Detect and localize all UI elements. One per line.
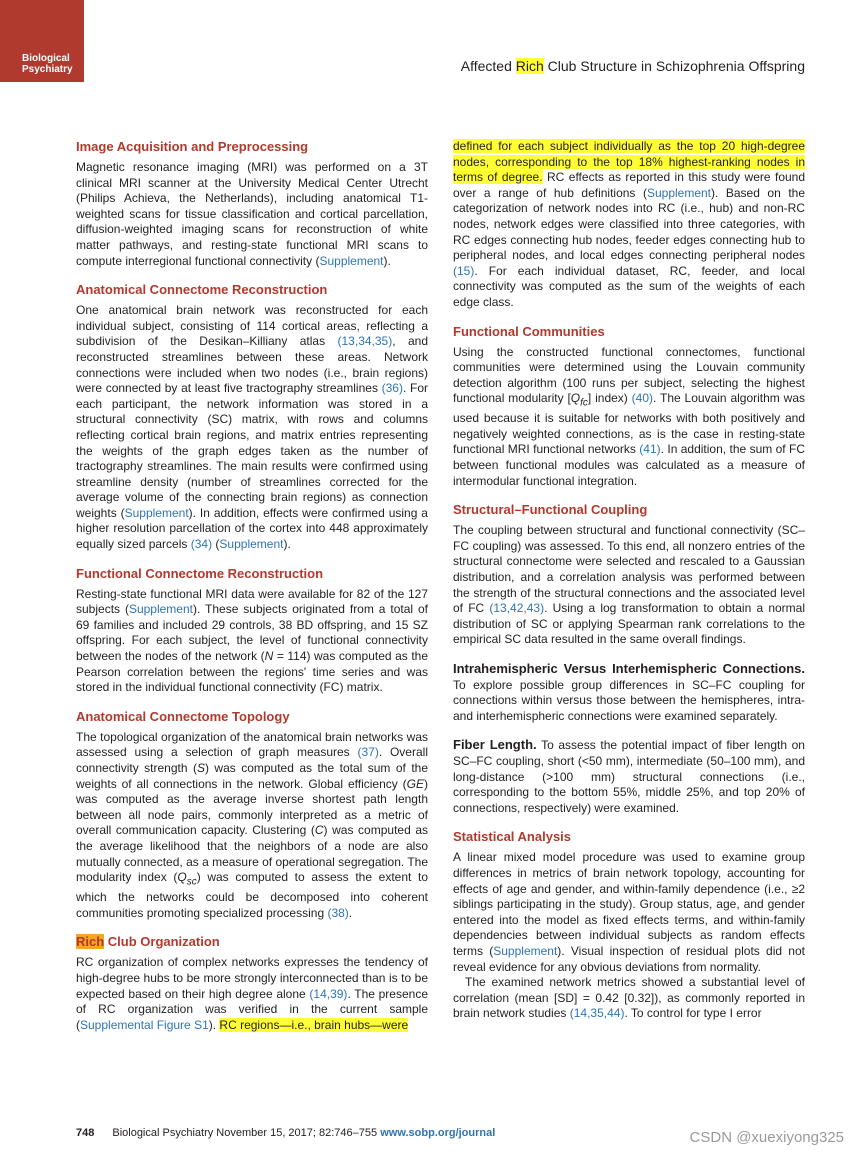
section-heading: Image Acquisition and Preprocessing (76, 139, 309, 154)
citation-link[interactable]: (41) (639, 442, 661, 457)
paragraph: Fiber Length. To assess the potential impact of fiber length on SC–FC coupling, short (<50 mm), intermediate (50–100 mm), and long-distance (>100 mm) structural connections (i.e., corresponding to the bottom 55%, middle 25%, and top 20% of connections, respectively) were examined. (453, 737, 805, 815)
citation-link[interactable]: (37) (357, 745, 379, 760)
citation-link[interactable]: (13,42,43) (489, 601, 545, 616)
journal-logo-line1: Biological (22, 53, 70, 64)
paragraph: defined for each subject individually as the top 20 high-degree nodes, corresponding to the top 18% highest-ranking nodes in terms of degree. RC effects as reported in this study were found over a range of hub definitions (Supplement). Based on the categorization of network nodes into RC (i.e., hub) and non-RC nodes, network edges were classified into three categories, with RC edges connecting hub nodes, feeder edges connecting hub to peripheral nodes, and local edges connecting peripheral nodes (15). For each individual dataset, RC, feeder, and local connectivity was computed as the sum of the weights of each edge class. (453, 139, 806, 309)
citation-link[interactable]: Supplement (493, 943, 558, 958)
section-heading: Anatomical Connectome Topology (76, 708, 290, 724)
citation-link[interactable]: (14,35,44) (569, 1006, 625, 1021)
highlight: Rich (515, 58, 544, 74)
highlight: Rich (76, 934, 105, 950)
page-footer (76, 1127, 495, 1139)
section-heading: Functional Communities (453, 323, 605, 339)
citation-link[interactable]: (13,34,35) (337, 334, 393, 349)
citation-link[interactable]: (36) (381, 381, 403, 396)
paragraph: A linear mixed model procedure was used to examine group differences in metrics of brain network topology, accounting for effects of age and gender, and within-family dependence (i.e., ≥2 siblings participating in the study). Group status, age, and gender entered into the model as fixed effects terms, and within-family dependencies between individual subjects as random effects terms (Supplement). Visual inspection of residual plots did not reveal evidence for any obvious deviations from normality. (453, 850, 805, 974)
paragraph: One anatomical brain network was reconstructed for each individual subject, consisting of 114 cortical areas, reflecting a subdivision of the Desikan–Killiany atlas (13,34,35), and reconstructed streamlines between these areas. Network connections were included when two nodes (i.e., brain regions) were connected by at least five tractography streamlines (36). For each participant, the network information was stored in a structural connectivity (SC) matrix, with rows and columns reflecting cortical brain regions, and matrix entries representing the weights of the graph edges taken as the number of tractography streamlines. The main results were confirmed using streamline density (number of streamlines corrected for the average volume of the connecting brain regions) as connection weights (Supplement). In addition, effects were confirmed using a higher resolution parcellation of the cortex into 448 approximately equally sized parcels (34) (Supplement). (76, 303, 428, 552)
section-heading: Structural–Functional Coupling (453, 502, 648, 518)
citation-link[interactable]: Supplement (128, 602, 193, 617)
citation-link[interactable]: (14,39) (309, 986, 348, 1001)
citation-link[interactable]: (40) (631, 391, 654, 406)
journal-logo-line2: Psychiatry (22, 64, 73, 75)
citation-link[interactable]: Supplement (219, 537, 284, 552)
paragraph: The examined network metrics showed a substantial level of correlation (mean [SD] = 0.42 [0.32]), as commonly reported in brain network studies (14,35,44). To control for type I error (453, 975, 805, 1021)
running-title: Affected Rich Club Structure in Schizophrenia Offspring (460, 58, 805, 74)
section-heading: Rich Club Organization (76, 934, 220, 950)
highlight: RC regions—i.e., brain hubs—were (219, 1017, 409, 1032)
page-number: 748 (76, 1127, 95, 1139)
watermark: CSDN @xuexiyong325 (689, 1129, 844, 1146)
citation-link[interactable]: Supplement (646, 185, 712, 200)
paragraph: Resting-state functional MRI data were available for 82 of the 127 subjects (Supplement). These subjects originated from a total of 69 families and included 29 controls, 38 BD offspring, and 15 SZ offspring. For each subject, the level of functional connectivity between the nodes of the network (N = 114) was computed as the Pearson correlation between the regions' time series and was stored in the individual functional connectivity (FC) matrix. (76, 586, 428, 695)
citation-link[interactable]: Supplement (319, 253, 384, 268)
citation-link[interactable]: (15) (453, 263, 475, 278)
subsection-heading: Fiber Length. (453, 737, 537, 753)
paragraph: The topological organization of the anatomical brain networks was assessed using a selection of graph measures (37). Overall connectivity strength (S) was computed as the total sum of the weights of all connections in the network. Global efficiency (GE) was computed as the average inverse shortest path length between all node pairs, commonly interpreted as a metric of overall communication capacity. Clustering (C) was computed as the average likelihood that the neighbors of a node are also mutually connected, as a measure of operational segregation. The modularity index $(Q_{sc})$ was computed to assess the extent to which the networks could be decomposed into coherent communities promoting specialized processing (38). (76, 729, 429, 920)
citation-link[interactable]: Supplement (124, 505, 189, 520)
paragraph: Using the constructed functional connectomes, functional communities were determined using the Louvain community detection algorithm (100 runs per subject, selecting the highest functional modularity $[Q_{fc}]$ index) (40). The Louvain algorithm was used because it is suitable for networks with both positively and negatively weighted connections, as is the case in resting-state functional MRI functional networks (41). In addition, the sum of FC between functional modules was calculated as a measure of intermodular functional integration. (453, 344, 806, 488)
right-column (453, 139, 805, 1022)
left-column (76, 139, 428, 1033)
subsection-heading: Intrahemispheric Versus Interhemispheric Connections. (453, 661, 805, 677)
paragraph: Intrahemispheric Versus Interhemispheric Connections. To explore possible group differences in SC–FC coupling for connections within versus those between the hemispheres, intra- and interhemispheric connections were examined separately. (453, 661, 805, 723)
paragraph: The coupling between structural and functional connectivity (SC–FC coupling) was assessed. To this end, all nonzero entries of the structural connectome were selected and rescaled to a Gaussian distribution, and a correlation analysis was performed between the strength of the structural connections and the associated level of FC (13,42,43). Using a log transformation to obtain a normal distribution of SC or applying Spearman rank correlations to the empirical SC data resulted in the same overall findings. (453, 523, 805, 647)
journal-logo (0, 0, 84, 82)
paragraph: RC organization of complex networks expresses the tendency of high-degree hubs to be more strongly interconnected than is to be expected based on their high degree alone (14,39). The presence of RC organization was verified in the current sample (Supplemental Figure S1). RC regions—i.e., brain hubs—were (76, 955, 428, 1032)
section-heading: Statistical Analysis (453, 829, 572, 845)
section-heading: Functional Connectome Reconstruction (76, 565, 324, 581)
citation-link[interactable]: (34) (190, 537, 213, 552)
highlight: defined for each subject individually as the top 20 high-degree nodes, corresponding to the top 18% highest-ranking nodes in terms of degree. (453, 139, 805, 185)
citation-link[interactable]: (38) (327, 905, 349, 920)
journal-url-link[interactable]: www.sobp.org/journal (380, 1127, 496, 1139)
paragraph: Magnetic resonance imaging (MRI) was performed on a 3T clinical MRI scanner at the University Medical Center Utrecht (Philips Achieva, the Netherlands), including anatomical T1-weighted scans for tissue classification and cortical parcellation, diffusion-weighted imaging scans for reconstruction of white matter pathways, and resting-state functional MRI scans to compute interregional functional connectivity (Supplement). (76, 160, 428, 268)
citation-link[interactable]: Supplemental Figure S1 (80, 1017, 209, 1032)
journal-citation: Biological Psychiatry November 15, 2017; 82:746–755 (112, 1127, 381, 1139)
section-heading: Anatomical Connectome Reconstruction (76, 282, 328, 298)
